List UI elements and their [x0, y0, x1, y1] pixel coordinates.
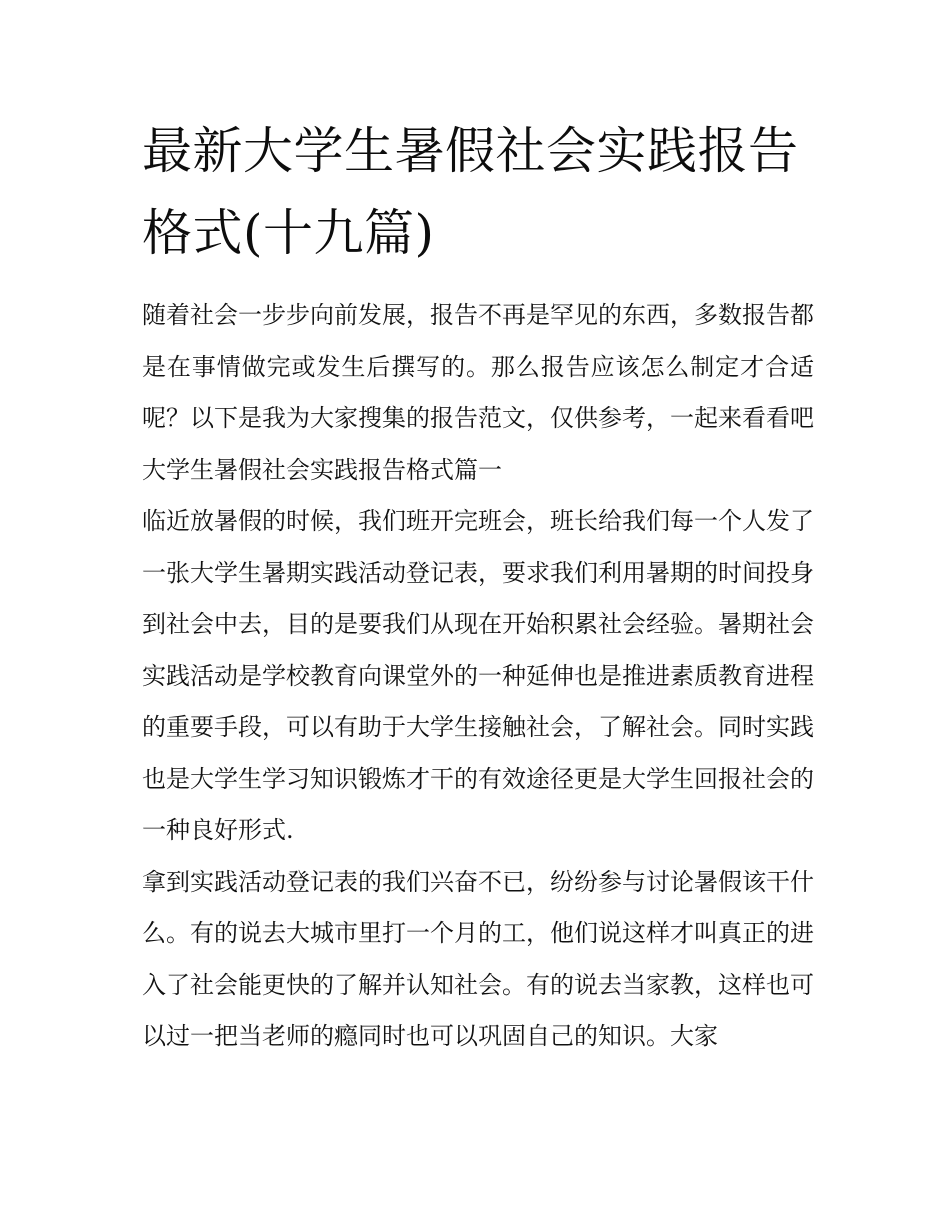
section-heading: 大学生暑假社会实践报告格式篇一	[142, 455, 502, 484]
document-title: 最新大学生暑假社会实践报告格式(十九篇)	[142, 122, 799, 262]
document-page	[142, 110, 814, 1063]
body-paragraph-2: 拿到实践活动登记表的我们兴奋不已，纷纷参与讨论暑假该干什么。有的说去大城市里打一个月的工，他们说这样才叫真正的进入了社会能更快的了解并认知社会。有的说去当家教，这样也可以过一把当老师的瘾同时也可以巩固自己的知识。大家	[142, 867, 814, 1050]
intro-paragraph: 随着社会一步步向前发展，报告不再是罕见的东西，多数报告都是在事情做完或发生后撰写的。那么报告应该怎么制定才合适呢？以下是我为大家搜集的报告范文，仅供参考，一起来看看吧	[142, 301, 814, 432]
body-paragraph-1: 临近放暑假的时候，我们班开完班会，班长给我们每一个人发了一张大学生暑期实践活动登记表，要求我们利用暑期的时间投身到社会中去，目的是要我们从现在开始积累社会经验。暑期社会实践活动是学校教育向课堂外的一种延伸也是推进素质教育进程的重要手段，可以有助于大学生接触社会，了解社会。同时实践也是大学生学习知识锻炼才干的有效途径更是大学生回报社会的一种良好形式.	[142, 507, 814, 844]
document-body	[142, 290, 814, 1063]
